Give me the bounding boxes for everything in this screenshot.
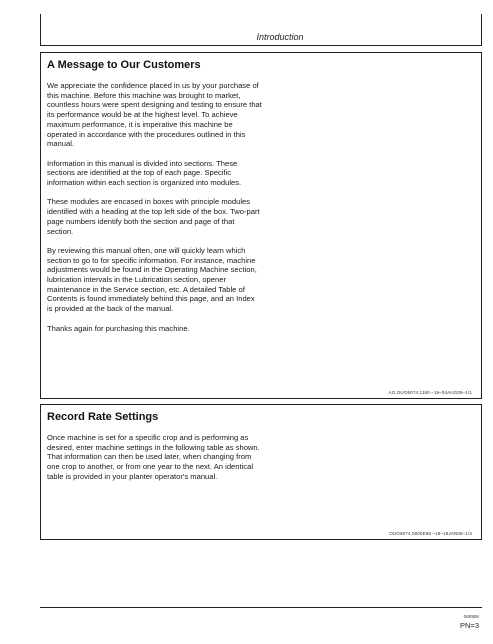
header-rule [40,45,482,46]
paragraph: We appreciate the confidence placed in us by your purchase of this machine. Before this machine was brought to market, countless hours were spent designing and testing to ensure that its performance would be at the highest level. To achieve maximum performance, it is imperative this machine be operated in accordance with the procedures outlined in this manual. [47,81,262,149]
paragraph: Thanks again for purchasing this machine. [47,323,190,333]
footer-rule [40,607,482,608]
module-message-to-customers [40,52,482,399]
section-title: Introduction [256,32,304,42]
module-record-rate-settings [40,404,482,540]
module-heading: Record Rate Settings [47,411,159,423]
paragraph: These modules are encased in boxes with principle modules identified with a heading at the top left side of the box. Two-part page numbers identify both the section and page of that section. [47,197,260,236]
paragraph: Information in this manual is divided into sections. These sections are identified at the top of each page. Specific information within each section is organized into modules. [47,158,242,188]
paragraph: By reviewing this manual often, one will quickly learn which section to go to for specific information. For instance, machine adjustments would be found in the Operating Machine section, lubrication intervals in the Lubrication section, opener maintenance in the Service section, etc. A detailed Table of Contents is found immediately behind this page, and an Index is provided at the back of the manual. [47,245,257,314]
module-body [47,81,262,343]
header-right-rule [481,14,482,46]
page-number: PN=3 [460,621,479,630]
paragraph: Once machine is set for a specific crop and is performing as desired, enter machine settings in the following table as shown. That information can then be used later, when changing from one crop to another, or from one year to the next. An identical table is provided in your planter operator's manual. [47,433,260,481]
module-code: AG,OUO6074,1160 –19–04AUG05–1/1 [388,390,472,395]
header-left-rule [40,14,41,46]
module-heading: A Message to Our Customers [47,59,201,71]
module-code: OUO6074,0000E68 –19–19JAN06–1/3 [389,531,472,536]
module-body [47,433,262,491]
footer-date: 060906 [463,614,479,619]
